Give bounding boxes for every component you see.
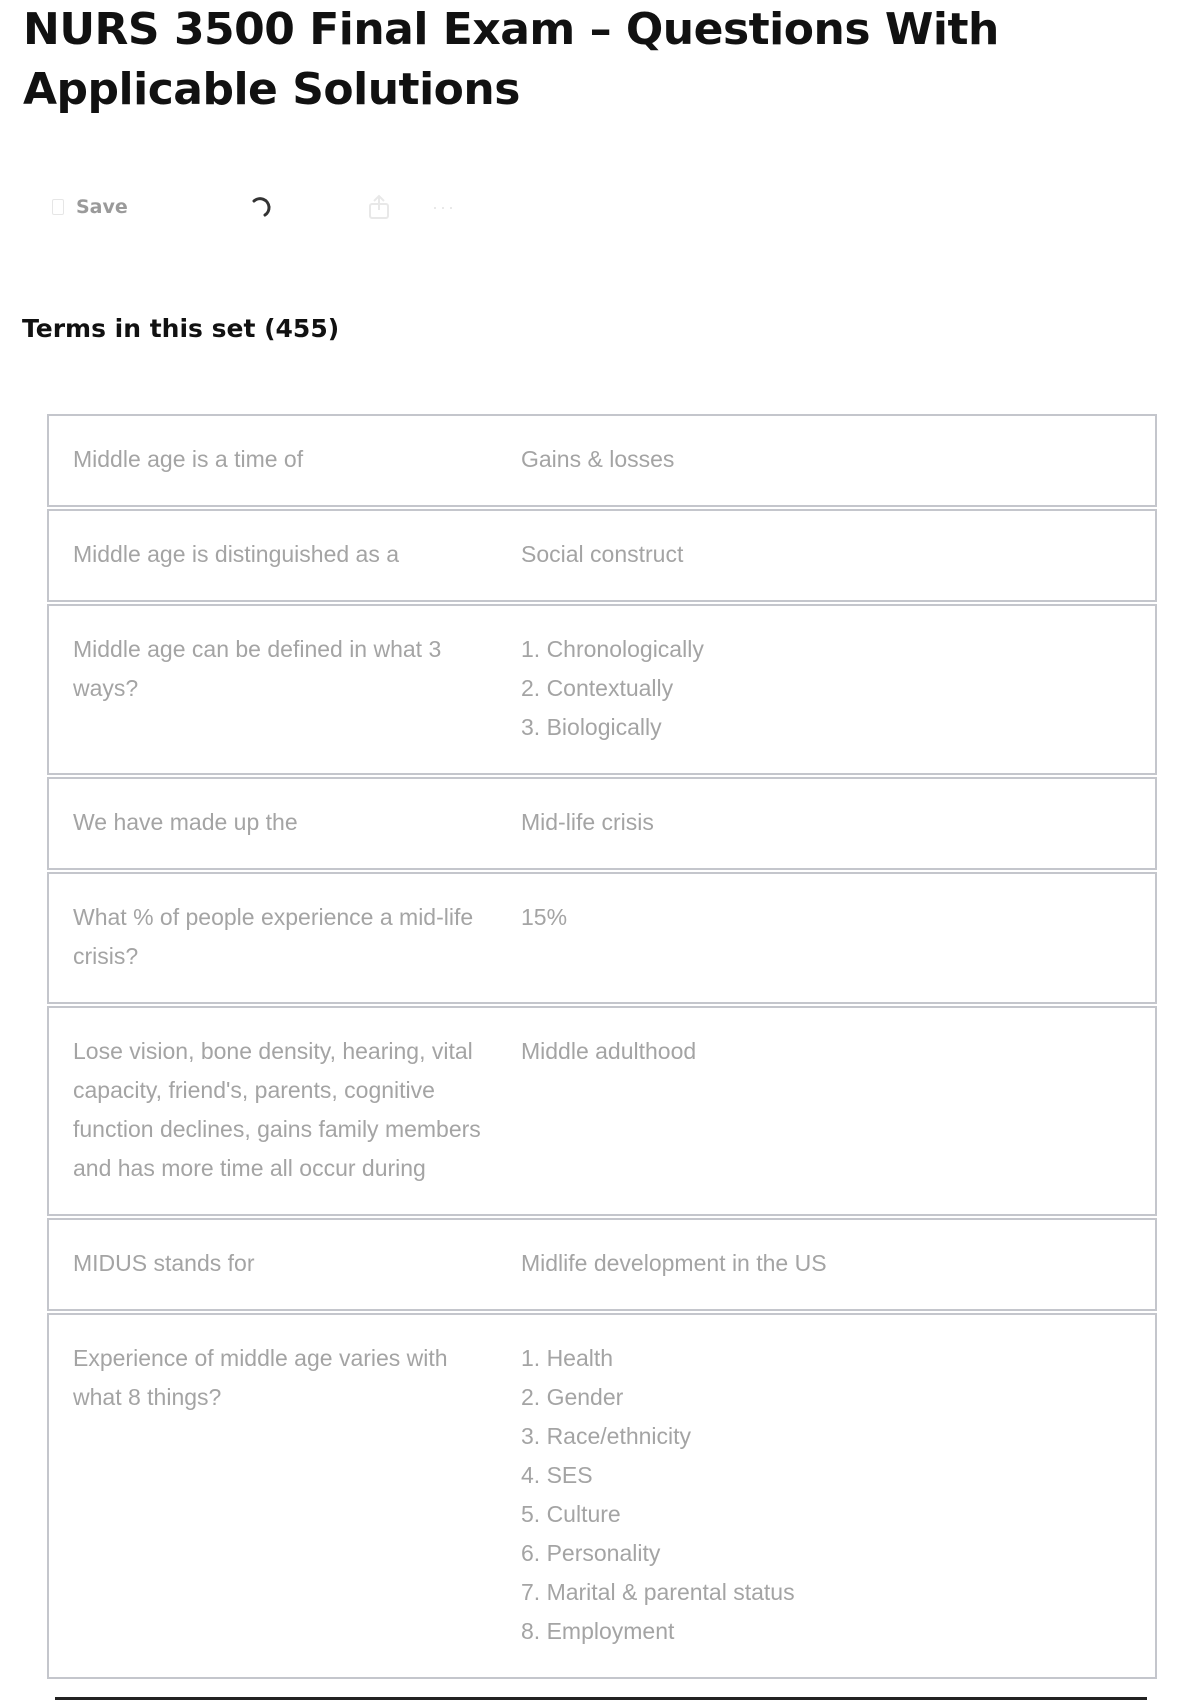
definition-line: 8. Employment bbox=[521, 1618, 675, 1644]
term-row bbox=[47, 509, 1157, 602]
definition-text bbox=[521, 1008, 1155, 1214]
term-text: Middle age is distinguished as a bbox=[73, 541, 400, 567]
terms-list bbox=[47, 414, 1157, 1679]
term-text: Experience of middle age varies with what 8 things? bbox=[73, 1345, 448, 1410]
term-row bbox=[47, 777, 1157, 870]
save-label: Save bbox=[76, 196, 128, 218]
bookmark-icon bbox=[52, 199, 64, 215]
definition-line: Midlife development in the US bbox=[521, 1250, 827, 1276]
term-row bbox=[47, 1218, 1157, 1311]
definition-line: 6. Personality bbox=[521, 1540, 661, 1566]
loading-spinner-icon bbox=[247, 193, 275, 221]
definition-line: 4. SES bbox=[521, 1462, 593, 1488]
term-row bbox=[47, 1313, 1157, 1679]
definition-line: 2. Contextually bbox=[521, 675, 674, 701]
definition-text bbox=[521, 1315, 1155, 1677]
term-row bbox=[47, 414, 1157, 507]
definition-line: 5. Culture bbox=[521, 1501, 621, 1527]
term-text: We have made up the bbox=[73, 809, 298, 835]
definition-line: 3. Race/ethnicity bbox=[521, 1423, 692, 1449]
definition-line: 3. Biologically bbox=[521, 714, 662, 740]
definition-text bbox=[521, 779, 1155, 868]
definition-text bbox=[521, 1220, 1155, 1309]
definition-line: Gains & losses bbox=[521, 446, 675, 472]
definition-text bbox=[521, 511, 1155, 600]
definition-line: 7. Marital & parental status bbox=[521, 1579, 795, 1605]
definition-text bbox=[521, 606, 1155, 773]
toolbar bbox=[52, 190, 512, 224]
definition-line: Mid-life crisis bbox=[521, 809, 654, 835]
page-title: NURS 3500 Final Exam – Questions With Applicable Solutions bbox=[23, 4, 999, 115]
definition-line: 2. Gender bbox=[521, 1384, 624, 1410]
share-icon[interactable] bbox=[364, 192, 394, 222]
term-text: Lose vision, bone density, hearing, vital capacity, friend's, parents, cognitive function declines, gains family members and has more time all occur during bbox=[73, 1038, 481, 1181]
definition-text bbox=[521, 874, 1155, 1002]
definition-line: 15% bbox=[521, 904, 568, 930]
term-text: Middle age is a time of bbox=[73, 446, 304, 472]
definition-line: 1. Chronologically bbox=[521, 636, 704, 662]
save-button[interactable] bbox=[52, 196, 128, 218]
definition-line: Middle adulthood bbox=[521, 1038, 697, 1064]
term-text: MIDUS stands for bbox=[73, 1250, 255, 1276]
definition-line: 1. Health bbox=[521, 1345, 614, 1371]
term-row bbox=[47, 1006, 1157, 1216]
more-options-icon[interactable]: ··· bbox=[432, 197, 456, 217]
term-row bbox=[47, 604, 1157, 775]
term-text: What % of people experience a mid-life crisis? bbox=[73, 904, 474, 969]
definition-line: Social construct bbox=[521, 541, 684, 567]
term-text: Middle age can be defined in what 3 ways? bbox=[73, 636, 442, 701]
term-row bbox=[47, 872, 1157, 1004]
definition-text bbox=[521, 416, 1155, 505]
set-heading: Terms in this set (455) bbox=[22, 314, 340, 343]
